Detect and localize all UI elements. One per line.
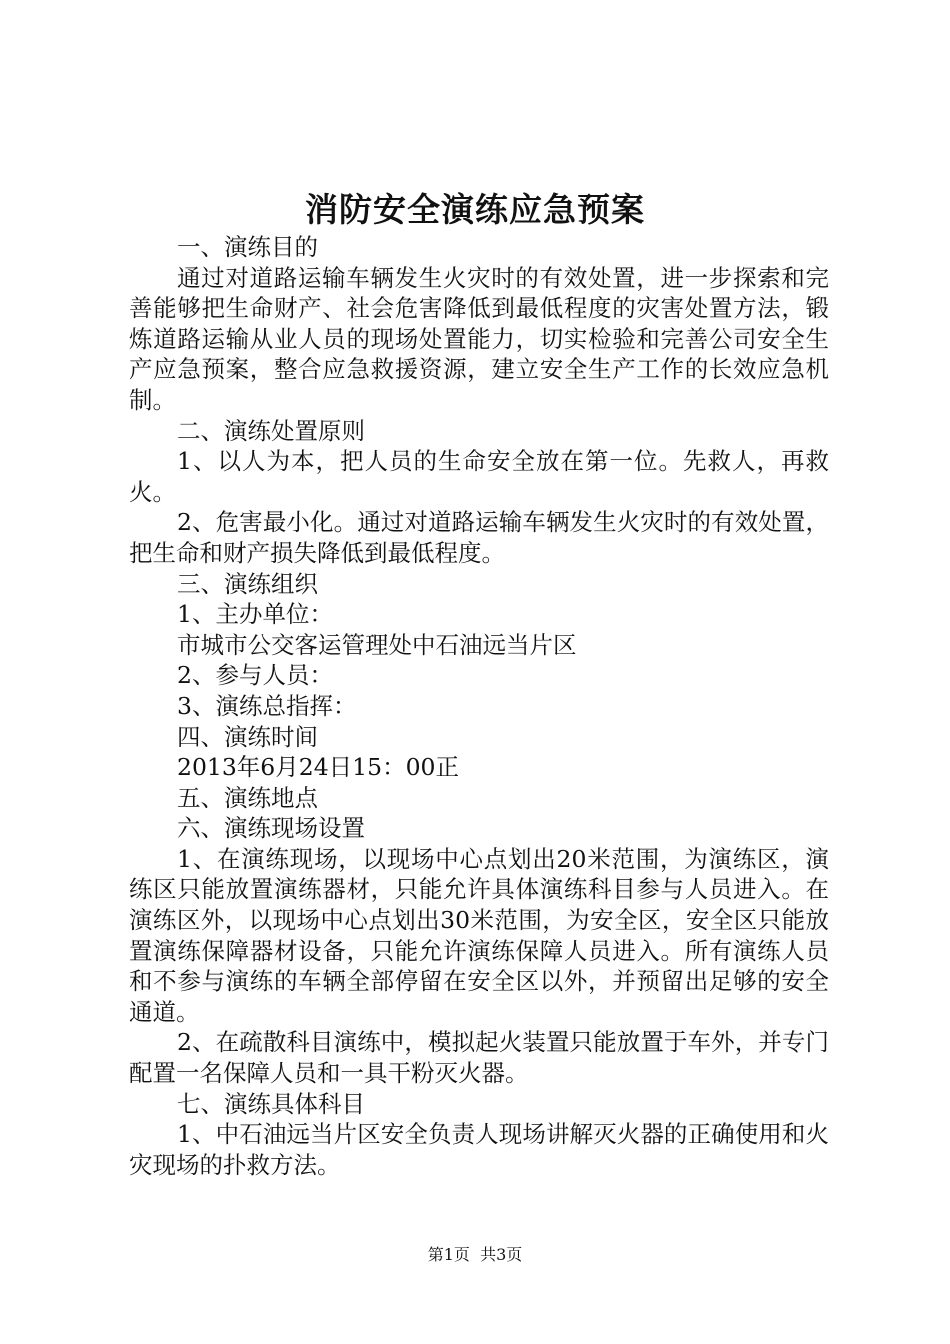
section-heading: 五、演练地点	[177, 783, 318, 812]
paragraph: 1、中石油远当片区安全负责人现场讲解灭火器的正确使用和火灾现场的扑救方法。	[129, 1120, 829, 1179]
document-body	[129, 232, 829, 1180]
paragraph: 1、以人为本，把人员的生命安全放在第一位。先救人，再救火。	[129, 447, 829, 506]
paragraph: 2、在疏散科目演练中，模拟起火装置只能放置于车外，并专门配置一名保障人员和一具干粉灭火器。	[129, 1028, 829, 1088]
page-number: 第1页	[427, 1245, 470, 1264]
paragraph: 市城市公交客运管理处中石油远当片区	[177, 630, 577, 659]
section-heading: 一、演练目的	[177, 233, 318, 261]
section-heading: 六、演练现场设置	[177, 814, 365, 843]
section-heading: 四、演练时间	[177, 722, 318, 751]
paragraph: 1、在演练现场，以现场中心点划出20米范围，为演练区，演练区只能放置演练器材，只能允许具体演练科目参与人员进入。在演练区外，以现场中心点划出30米范围，为安全区，安全区只能放置演练保障器材设备，只能允许演练保障人员进入。所有演练人员和不参与演练的车辆全部停留在安全区以外，并预留出足够的安全通道。	[129, 844, 829, 1026]
paragraph: 通过对道路运输车辆发生火灾时的有效处置，进一步探索和完善能够把生命财产、社会危害降低到最低程度的灾害处置方法，锻炼道路运输从业人员的现场处置能力，切实检验和完善公司安全生产应急预案，整合应急救援资源，建立安全生产工作的长效应急机制。	[129, 263, 829, 414]
document-title: 消防安全演练应急预案	[305, 190, 645, 229]
section-heading: 三、演练组织	[177, 569, 318, 598]
paragraph: 1、主办单位：	[177, 600, 333, 629]
page-total: 共3页	[480, 1245, 523, 1264]
page-footer	[0, 1245, 950, 1265]
paragraph: 3、演练总指挥：	[177, 691, 357, 720]
section-heading: 二、演练处置原则	[177, 416, 365, 445]
paragraph: 2013年6月24日15：00正	[177, 753, 459, 782]
paragraph: 2、危害最小化。通过对道路运输车辆发生火灾时的有效处置，把生命和财产损失降低到最低程度。	[129, 508, 829, 567]
paragraph: 2、参与人员：	[177, 661, 333, 690]
section-heading: 七、演练具体科目	[177, 1089, 365, 1118]
